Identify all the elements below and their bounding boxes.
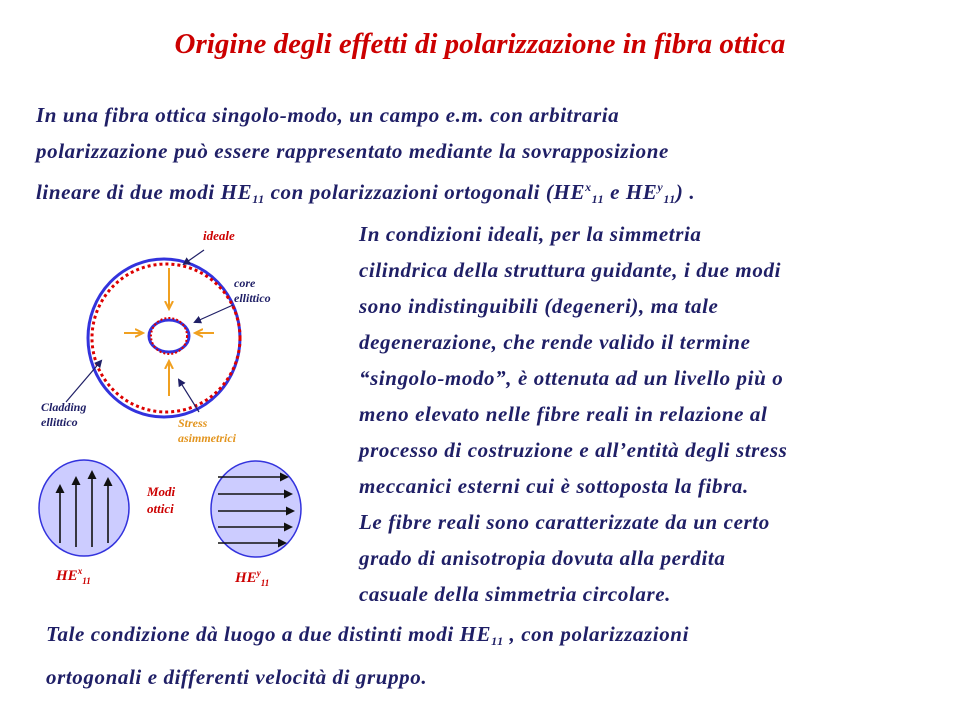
superscript: x — [585, 180, 592, 194]
explanation-line: In condizioni ideali, per la simmetria — [359, 222, 702, 246]
stress-label-line: asimmetrici — [178, 431, 236, 445]
mode-y-label — [235, 568, 269, 588]
ideale-pointer — [184, 250, 204, 264]
text-fragment: con polarizzazioni ortogonali (HE — [264, 180, 586, 204]
core-pointer — [195, 305, 233, 322]
explanation-line: sono indistinguibili (degeneri), ma tale — [359, 294, 719, 318]
cladding-label — [41, 400, 86, 430]
text-fragment: , con polarizzazioni — [503, 622, 690, 646]
mode-x-sup: x — [77, 566, 83, 576]
explanation-line: meno elevato nelle fibre reali in relazione al — [359, 402, 768, 426]
conclusion-line-2: ortogonali e differenti velocità di gruppo. — [46, 665, 428, 689]
core-label-line: core — [234, 276, 256, 290]
subscript: 11 — [252, 192, 265, 206]
explanation-line: Le fibre reali sono caratterizzate da un certo — [359, 510, 770, 534]
text-fragment: ) . — [675, 180, 696, 204]
ideal-circle — [92, 264, 240, 412]
ideale-label: ideale — [203, 228, 235, 243]
text-fragment: Tale condizione dà luogo a due distinti modi HE — [46, 622, 492, 646]
explanation-line: “singolo-modo”, è ottenuta ad un livello più o — [359, 366, 784, 390]
mode-x-base: HE — [56, 568, 78, 584]
explanation-line: casuale della simmetria circolare. — [359, 582, 672, 606]
cladding-label-line: ellittico — [41, 415, 78, 429]
text-fragment: e HE — [604, 180, 658, 204]
subscript: 11 — [491, 634, 504, 648]
stress-label — [178, 416, 236, 446]
mode-y-sub: 11 — [260, 578, 270, 588]
cladding-label-line: Cladding — [41, 400, 87, 414]
subscript: 11 — [591, 192, 605, 206]
mode-y-sup: y — [256, 568, 261, 578]
mode-y-base: HE — [235, 570, 257, 586]
modi-label-line: ottici — [147, 501, 174, 516]
modi-ottici-label — [147, 483, 175, 517]
page-title: Origine degli effetti di polarizzazione in fibra ottica — [174, 28, 786, 60]
explanation-line: meccanici esterni cui è sottoposta la fibra. — [359, 474, 749, 498]
cladding-pointer — [66, 361, 101, 402]
superscript: y — [657, 180, 664, 194]
intro-line-1: In una fibra ottica singolo-modo, un campo e.m. con arbitraria — [36, 103, 620, 127]
explanation-line: degenerazione, che rende valido il termine — [359, 330, 751, 354]
modi-label-line: Modi — [147, 484, 176, 499]
core-label — [234, 276, 271, 306]
mode-x-sub: 11 — [82, 576, 91, 586]
mode-x-field — [39, 460, 129, 556]
stress-label-line: Stress — [178, 416, 208, 430]
core-label-line: ellittico — [234, 291, 271, 305]
explanation-line: cilindrica della struttura guidante, i due modi — [359, 258, 782, 282]
mode-x-label — [56, 566, 91, 586]
explanation-line: processo di costruzione e all’entità degli stress — [359, 438, 788, 462]
intro-line-2: polarizzazione può essere rappresentato mediante la sovrapposizione — [36, 139, 669, 163]
text-fragment: lineare di due modi HE — [36, 180, 253, 204]
subscript: 11 — [663, 192, 676, 206]
explanation-line: grado di anisotropia dovuta alla perdita — [359, 546, 726, 570]
